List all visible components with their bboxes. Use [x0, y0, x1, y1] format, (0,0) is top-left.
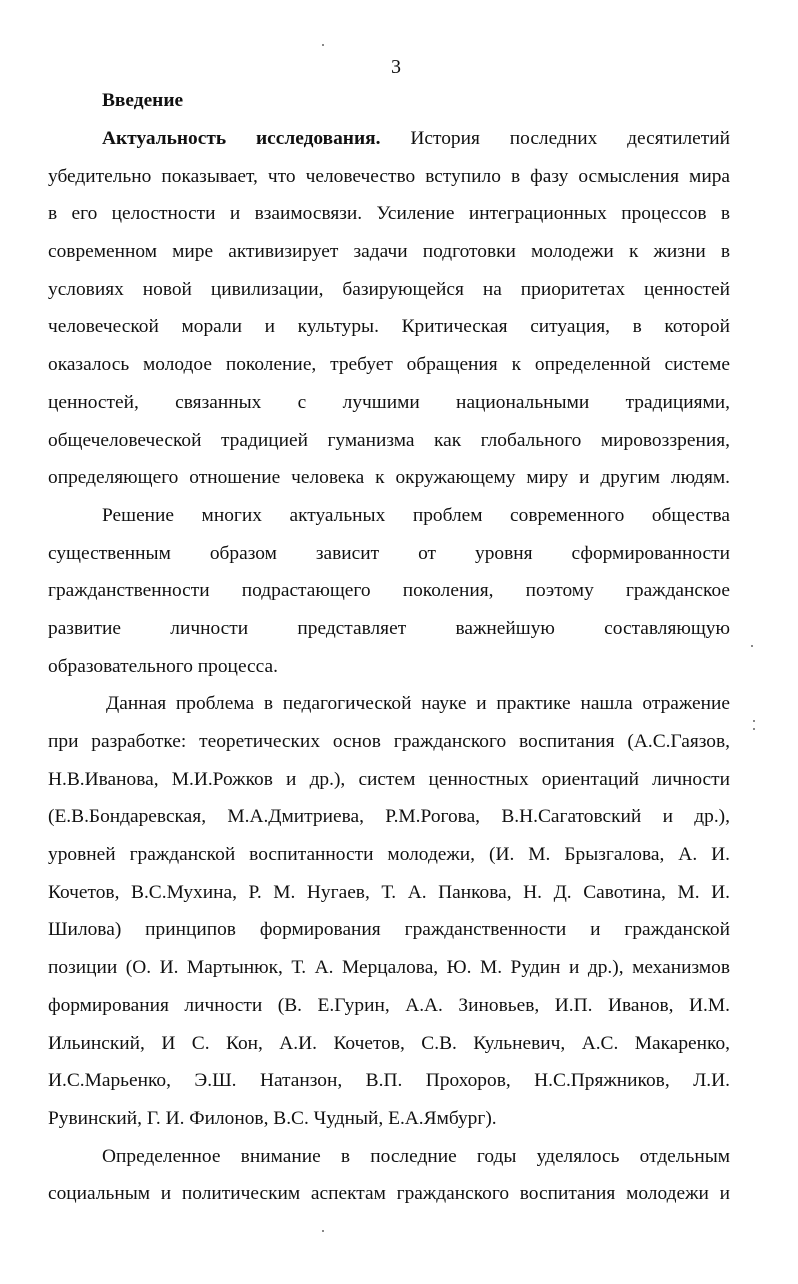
paragraph-line: Решение многих актуальных проблем современного общества	[102, 504, 730, 526]
paragraph-line: Н.В.Иванова, М.И.Рожков и др.), систем ценностных ориентаций личности	[48, 768, 730, 790]
paragraph-line: оказалось молодое поколение, требует обращения к определенной системе	[48, 354, 730, 376]
paragraph-line: общечеловеческой традицией гуманизма как глобального мировоззрения,	[48, 429, 730, 451]
page-number: 3	[391, 56, 401, 78]
paragraph-line: ценностей, связанных с лучшими национальными традициями,	[48, 391, 730, 413]
paragraph-1	[48, 120, 730, 497]
paragraph-line: Кочетов, В.С.Мухина, Р. М. Нугаев, Т. А. Панкова, Н. Д. Савотина, М. И.	[48, 881, 730, 903]
paragraph-line: человеческой морали и культуры. Критическая ситуация, в которой	[48, 316, 730, 338]
scan-speck	[751, 645, 753, 647]
scan-speck	[322, 1230, 324, 1232]
paragraph-line: социальным и политическим аспектам гражданского воспитания молодежи и	[48, 1183, 730, 1205]
paragraph-line: Актуальность исследования. История последних десятилетий	[102, 128, 730, 149]
paragraph-line: уровней гражданской воспитанности молодежи, (И. М. Брызгалова, А. И.	[48, 844, 730, 866]
paragraph-line: позиции (О. И. Мартынюк, Т. А. Мерцалова, Ю. М. Рудин и др.), механизмов	[48, 957, 730, 979]
paragraph-2	[48, 497, 730, 685]
document-page	[48, 52, 730, 1213]
scan-speck	[753, 720, 755, 722]
scan-speck	[753, 728, 755, 730]
paragraph-line: Определенное внимание в последние годы уделялось отдельным	[102, 1145, 730, 1167]
paragraph-line: Рувинский, Г. И. Филонов, В.С. Чудный, Е.А.Ямбург).	[48, 1107, 497, 1129]
paragraph-line: Шилова) принципов формирования гражданственности и гражданской	[48, 919, 730, 941]
paragraph-line: определяющего отношение человека к окружающему миру и другим людям.	[48, 467, 730, 489]
paragraph-line: Данная проблема в педагогической науке и практике нашла отражение	[106, 693, 730, 715]
paragraph-line: в его целостности и взаимосвязи. Усиление интеграционных процессов в	[48, 203, 730, 225]
paragraph-line: развитие личности представляет важнейшую составляющую	[48, 617, 730, 639]
paragraph-line: при разработке: теоретических основ гражданского воспитания (А.С.Гаязов,	[48, 731, 730, 752]
paragraph-line: формирования личности (В. Е.Гурин, А.А. Зиновьев, И.П. Иванов, И.М.	[48, 994, 730, 1016]
paragraph-line: И.С.Марьенко, Э.Ш. Натанзон, В.П. Прохоров, Н.С.Пряжников, Л.И.	[48, 1070, 730, 1092]
paragraph-line: Ильинский, И С. Кон, А.И. Кочетов, С.В. Кульневич, А.С. Макаренко,	[48, 1032, 730, 1054]
paragraph-line: образовательного процесса.	[48, 655, 278, 677]
paragraph-line: (Е.В.Бондаревская, М.А.Дмитриева, Р.М.Рогова, В.Н.Сагатовский и др.),	[48, 806, 730, 828]
paragraph-lead: Актуальность исследования.	[102, 128, 381, 149]
paragraph-line: гражданственности подрастающего поколения, поэтому гражданское	[48, 580, 730, 602]
paragraph-line: условиях новой цивилизации, базирующейся на приоритетах ценностей	[48, 278, 730, 300]
paragraph-line: современном мире активизирует задачи подготовки молодежи к жизни в	[48, 241, 730, 263]
section-heading: Введение	[102, 90, 184, 111]
paragraph-4	[48, 1138, 730, 1213]
scan-speck	[322, 44, 324, 46]
paragraph-line: убедительно показывает, что человечество вступило в фазу осмысления мира	[48, 165, 730, 187]
paragraph-3	[48, 685, 730, 1137]
paragraph-line: существенным образом зависит от уровня сформированности	[48, 542, 730, 564]
